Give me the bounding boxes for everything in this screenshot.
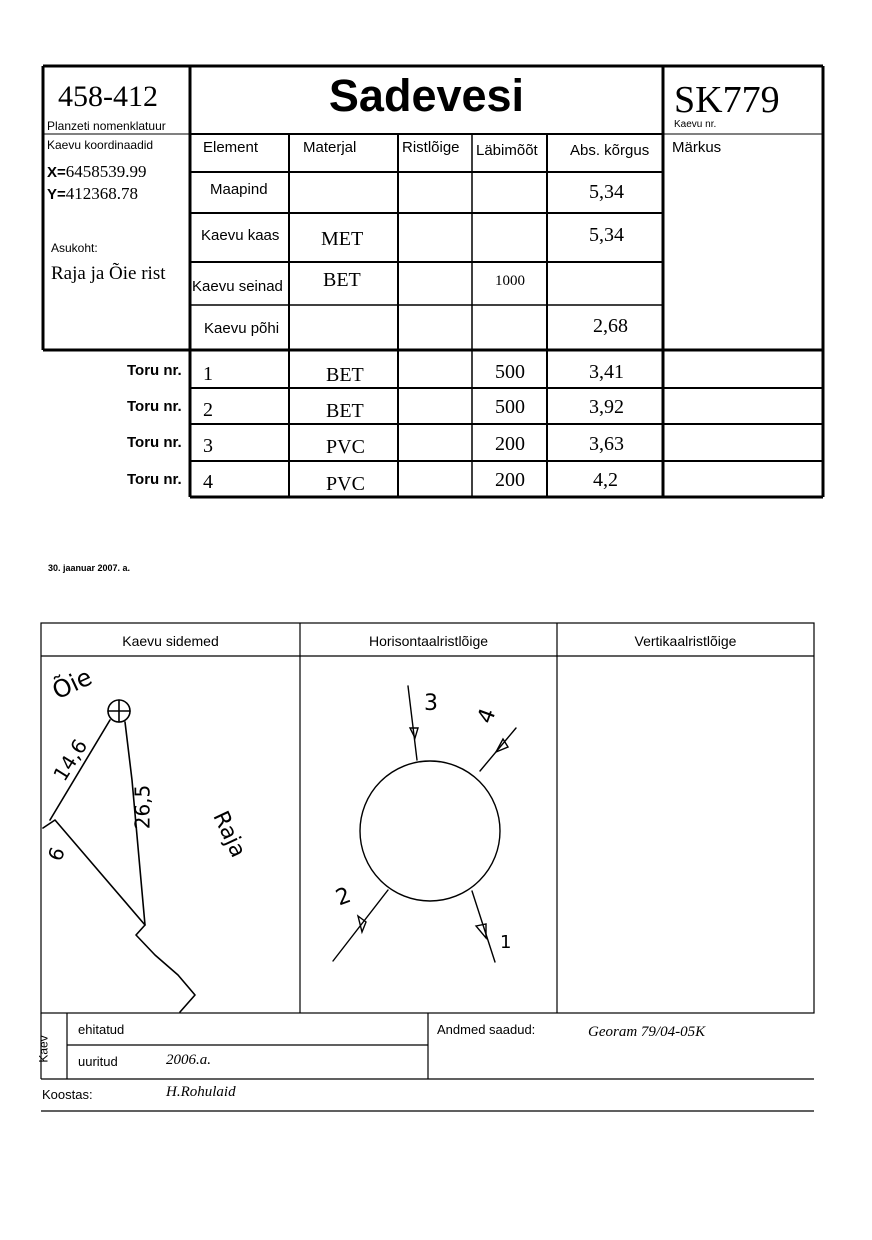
pipe-label-1: 1 (500, 932, 512, 953)
pipe-diameter: 200 (495, 433, 525, 455)
pipe-diameter: 500 (495, 361, 525, 383)
pipe-material: PVC (326, 473, 365, 495)
element-row-diameter: 1000 (495, 273, 525, 289)
data-source-value: Georam 79/04-05K (588, 1024, 706, 1040)
element-row-abs-height: 2,68 (593, 315, 628, 337)
pipe-number: 3 (203, 435, 213, 457)
pipe-number: 1 (203, 363, 213, 385)
nomenclature-value: 458-412 (58, 80, 158, 113)
pipe-abs-height: 3,92 (589, 396, 624, 418)
surveyed-value: 2006.a. (166, 1052, 211, 1068)
location-label: Asukoht: (51, 241, 98, 255)
pipe-label: Toru nr. (127, 398, 182, 415)
element-row-label: Kaevu kaas (201, 227, 280, 244)
well-number-value: SK779 (674, 79, 780, 121)
handwritten-street-raja: Raja (207, 807, 251, 862)
pipe-diameter: 200 (495, 469, 525, 491)
pipe-label-4: 4 (473, 705, 502, 727)
surveyed-label: uuritud (78, 1054, 118, 1069)
element-row-abs-height: 5,34 (589, 224, 624, 246)
horizontal-section-drawing (300, 656, 557, 1013)
x-coordinate (47, 162, 147, 182)
pipe-diameter: 500 (495, 396, 525, 418)
element-row-label: Kaevu seinad (192, 278, 283, 295)
col-header-diameter: Läbimõõt (476, 142, 538, 159)
built-label: ehitatud (78, 1022, 125, 1037)
y-coordinate (47, 184, 138, 204)
col-header-cross-section: Ristlõige (402, 139, 460, 156)
handwritten-street-oie: Õie (47, 662, 97, 706)
well-number-label: Kaevu nr. (674, 119, 717, 130)
x-value: 6458539.99 (65, 162, 147, 181)
pipe-material: PVC (326, 436, 365, 458)
coordinates-label: Kaevu koordinaadid (47, 138, 154, 152)
pipe-label: Toru nr. (127, 362, 182, 379)
handwritten-distance-1: 14,6 (48, 734, 93, 786)
x-label: X= (47, 164, 66, 181)
pipe-number: 2 (203, 399, 213, 421)
element-row-material: BET (323, 269, 361, 291)
panel-title-horizontal: Horisontaalristlõige (368, 633, 489, 649)
element-row-abs-height: 5,34 (589, 181, 624, 203)
pipe-label: Toru nr. (127, 434, 182, 451)
panel-title-connections: Kaevu sidemed (122, 633, 219, 649)
element-row-label: Maapind (210, 181, 268, 198)
col-header-material: Materjal (303, 139, 357, 156)
col-header-remarks: Märkus (672, 139, 722, 156)
element-row-material: MET (321, 228, 364, 250)
pipe-abs-height: 4,2 (593, 469, 618, 491)
compiled-value: H.Rohulaid (166, 1084, 236, 1100)
page-title: Sadevesi (328, 70, 525, 121)
pipe-abs-height: 3,63 (589, 433, 624, 455)
pipe-label-2: 2 (332, 882, 355, 912)
pipe-number: 4 (203, 471, 213, 493)
nomenclature-label: Planzeti nomenklatuur (47, 119, 166, 133)
col-header-abs-height: Abs. kõrgus (570, 142, 650, 159)
compiled-label: Koostas: (42, 1087, 93, 1102)
element-row-label: Kaevu põhi (204, 320, 280, 337)
y-value: 412368.78 (65, 184, 139, 203)
data-source-label: Andmed saadud: (437, 1022, 536, 1037)
pipe-label-3: 3 (424, 691, 438, 716)
pipe-abs-height: 3,41 (589, 361, 624, 383)
handwritten-distance-3: 6 (42, 843, 70, 865)
location-value: Raja ja Õie rist (51, 263, 166, 284)
document-date: 30. jaanuar 2007. a. (48, 563, 131, 573)
handwritten-distance-2: 26,5 (130, 784, 155, 830)
y-label: Y= (47, 186, 66, 203)
panel-title-vertical: Vertikaalristlõige (634, 633, 737, 649)
pipe-material: BET (326, 400, 364, 422)
well-side-label: Kaev (36, 1035, 51, 1063)
col-header-element: Element (203, 139, 259, 156)
pipe-material: BET (326, 364, 364, 386)
pipe-label: Toru nr. (127, 471, 182, 488)
manhole-circle (360, 761, 500, 901)
